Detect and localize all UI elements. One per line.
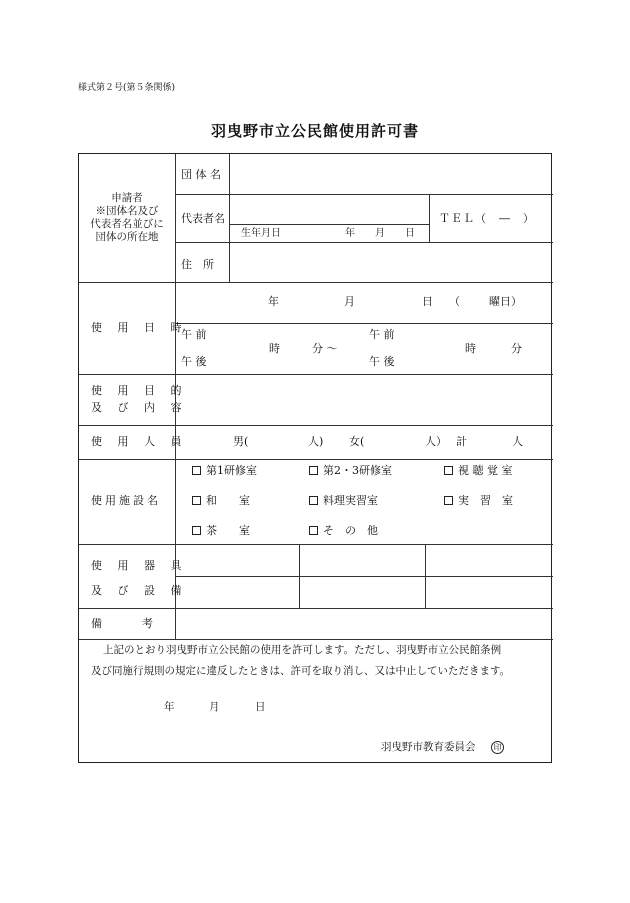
applicant-header xyxy=(79,192,175,244)
attendees-male-close: 人) xyxy=(308,435,324,448)
representative-label: 代表者名 xyxy=(181,212,225,225)
end-minute: 分 xyxy=(511,342,522,355)
facility-option-label: 料理実習室 xyxy=(323,494,378,507)
attendees-total: 計 xyxy=(456,435,467,448)
date-day: 日 xyxy=(422,295,433,308)
start-hour: 時 xyxy=(269,342,280,355)
facility-option-label: 第2・3研修室 xyxy=(323,464,392,477)
facilities-label: 使用施設名 xyxy=(91,494,161,507)
remarks-label: 備 考 xyxy=(91,617,159,630)
facility-option[interactable] xyxy=(309,465,392,476)
permission-date-month: 月 xyxy=(209,701,220,713)
tel-label: ＴＥＬ（ ― ） xyxy=(439,212,535,225)
facility-option-label: 視 聴 覚 室 xyxy=(458,464,513,477)
seal-mark: 印 xyxy=(491,741,504,754)
start-am: 午 前 xyxy=(181,328,207,341)
applicant-header-line: ※団体名及び xyxy=(95,205,159,217)
page-title: 羽曳野市立公民館使用許可書 xyxy=(210,122,419,140)
address-label: 住 所 xyxy=(181,258,214,271)
facility-option[interactable] xyxy=(444,465,513,476)
permission-date-year: 年 xyxy=(164,701,175,713)
birthdate-label: 生年月日 xyxy=(241,228,281,239)
facility-option[interactable] xyxy=(192,495,250,506)
end-pm: 午 後 xyxy=(369,355,395,368)
equipment-label-line2: 及 び 設 備 xyxy=(91,584,188,597)
applicant-header-line: 申請者 xyxy=(111,192,143,204)
attendees-male: 男( xyxy=(233,435,249,448)
checkbox-icon[interactable] xyxy=(192,466,201,475)
checkbox-icon[interactable] xyxy=(309,466,318,475)
purpose-label-line2: 及 び 内 容 xyxy=(91,401,188,414)
permit-form-table xyxy=(78,153,552,763)
checkbox-icon[interactable] xyxy=(444,496,453,505)
date-year: 年 xyxy=(268,295,279,308)
weekday-open: （ xyxy=(449,295,460,308)
usage-datetime-label: 使 用 日 時 xyxy=(91,321,188,334)
birthdate-year: 年 xyxy=(345,228,355,239)
start-minute-to: 分 ～ xyxy=(312,342,338,355)
checkbox-icon[interactable] xyxy=(309,526,318,535)
checkbox-icon[interactable] xyxy=(192,526,201,535)
applicant-header-line: 代表者名並びに xyxy=(90,218,164,230)
facility-option-label: 実 習 室 xyxy=(458,494,513,507)
birthdate-month: 月 xyxy=(375,228,385,239)
permission-text-line2: 及び同施行規則の規定に違反したときは、許可を取り消し、又は中止していただきます。 xyxy=(91,665,511,677)
purpose-label-line1: 使 用 目 的 xyxy=(91,384,188,397)
equipment-label-line1: 使 用 器 具 xyxy=(91,559,188,572)
permission-text-line1: 上記のとおり羽曳野市立公民館の使用を許可します。ただし、羽曳野市立公民館条例 xyxy=(103,644,502,656)
facility-option[interactable] xyxy=(309,525,378,536)
form-number: 様式第２号(第５条関係) xyxy=(78,83,176,93)
checkbox-icon[interactable] xyxy=(192,496,201,505)
applicant-header-line: 団体の所在地 xyxy=(95,231,159,243)
birthdate-day: 日 xyxy=(405,228,415,239)
end-am: 午 前 xyxy=(369,328,395,341)
checkbox-icon[interactable] xyxy=(444,466,453,475)
facility-option[interactable] xyxy=(309,495,378,506)
start-pm: 午 後 xyxy=(181,355,207,368)
group-name-label: 団 体 名 xyxy=(181,168,221,181)
weekday-close: 曜日） xyxy=(489,295,522,308)
attendees-female-close: 人） xyxy=(425,435,447,448)
facility-option[interactable] xyxy=(192,525,250,536)
attendees-total-unit: 人 xyxy=(512,435,523,448)
attendees-female: 女( xyxy=(349,435,365,448)
issuer-name: 羽曳野市教育委員会 xyxy=(381,741,476,753)
permission-date-day: 日 xyxy=(255,701,266,713)
facility-option-label: 第1研修室 xyxy=(206,464,257,477)
date-month: 月 xyxy=(344,295,355,308)
facility-option[interactable] xyxy=(192,465,257,476)
checkbox-icon[interactable] xyxy=(309,496,318,505)
facility-option[interactable] xyxy=(444,495,513,506)
facility-option-label: 和 室 xyxy=(206,494,250,507)
end-hour: 時 xyxy=(465,342,476,355)
facility-option-label: 茶 室 xyxy=(206,524,250,537)
facility-option-label: そ の 他 xyxy=(323,524,378,537)
attendees-label: 使 用 人 員 xyxy=(91,435,188,448)
